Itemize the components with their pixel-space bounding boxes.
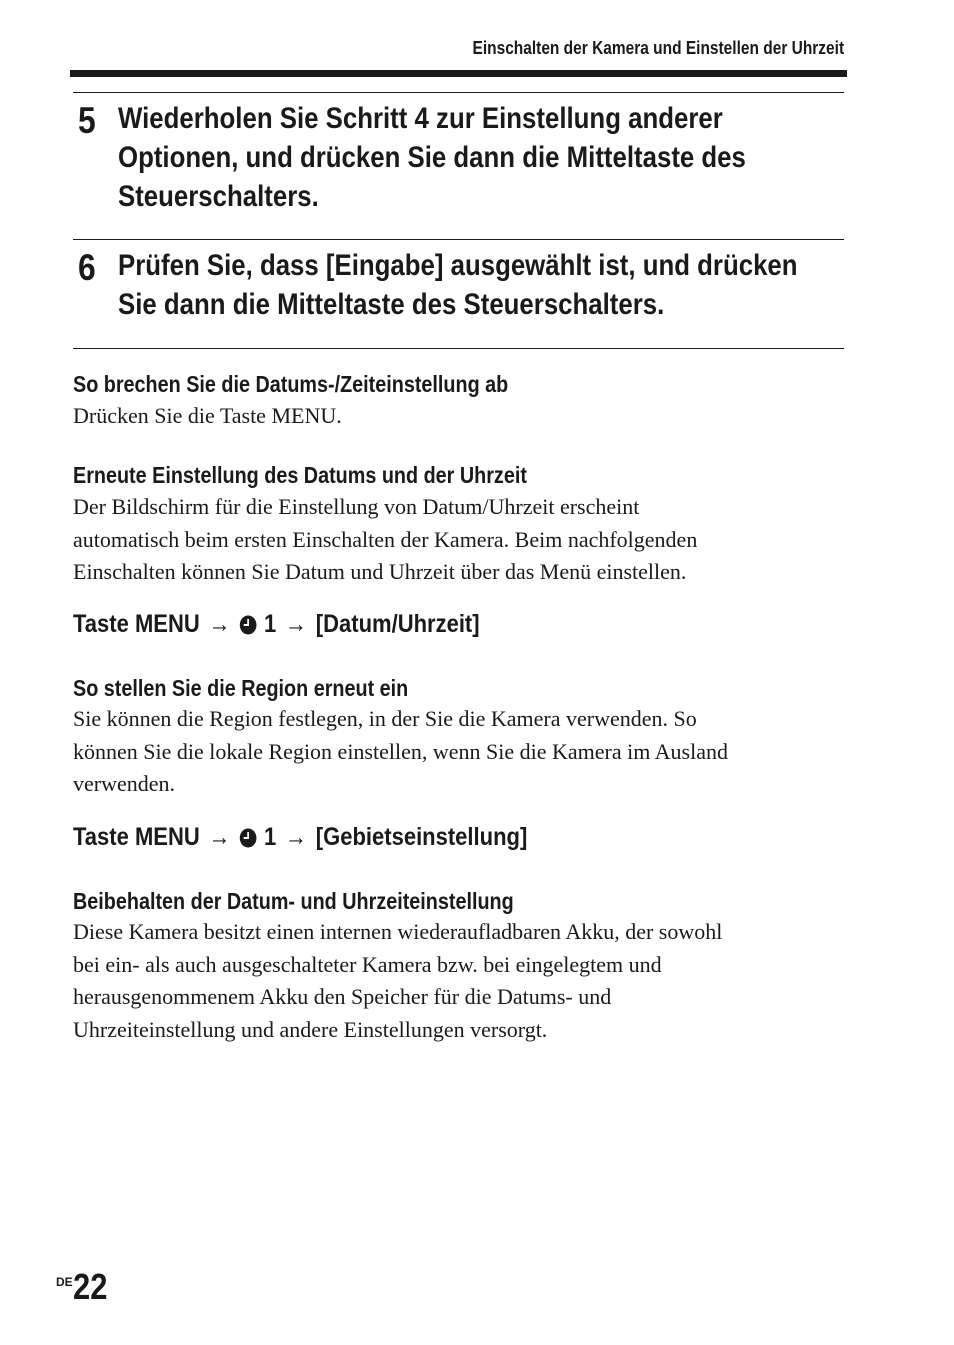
running-header xyxy=(412,38,844,59)
body-line: Diese Kamera besitzt einen internen wiederaufladbaren Akku, der sowohl xyxy=(73,919,723,944)
body-line: Einschalten können Sie Datum und Uhrzeit über das Menü einstellen. xyxy=(73,559,687,584)
page-number: 22 xyxy=(73,1266,108,1307)
step-6-line: Prüfen Sie, dass [Eingabe] ausgewählt ist, und drücken xyxy=(118,249,798,282)
body-line: Uhrzeiteinstellung und andere Einstellungen versorgt. xyxy=(73,1016,548,1042)
step-5-line: Wiederholen Sie Schritt 4 zur Einstellung anderer xyxy=(118,102,723,135)
section-reset-body xyxy=(73,491,697,589)
menu-item-label: [Datum/Uhrzeit] xyxy=(315,610,480,638)
section-reset-heading: Erneute Einstellung des Datums und der Uhrzeit xyxy=(73,462,527,488)
arrow-right-icon: → xyxy=(208,610,231,638)
body-line: Sie können die Region festlegen, in der Sie die Kamera verwenden. So xyxy=(73,706,697,731)
section-cancel-heading: So brechen Sie die Datums-/Zeiteinstellung ab xyxy=(73,371,509,397)
body-line: herausgenommenem Akku den Speicher für die Datums- und xyxy=(73,984,612,1009)
menu-key-label: Taste MENU xyxy=(73,823,200,851)
step-5-text xyxy=(118,99,848,216)
section-retain-body xyxy=(73,916,722,1046)
body-line: Drücken Sie die Taste MENU. xyxy=(73,403,342,428)
menu-path-date xyxy=(73,610,480,639)
clock-setup-icon xyxy=(239,828,257,848)
menu-tab-number: 1 xyxy=(263,610,277,638)
menu-path-region xyxy=(73,823,527,852)
running-header-text: Einschalten der Kamera und Einstellen der Uhrzeit xyxy=(472,38,844,58)
steps-end-rule xyxy=(73,348,844,349)
body-line: Der Bildschirm für die Einstellung von Datum/Uhrzeit erscheint xyxy=(73,494,640,519)
body-line: können Sie die lokale Region einstellen, wenn Sie die Kamera im Ausland xyxy=(73,738,728,764)
menu-key-label: Taste MENU xyxy=(73,610,200,638)
section-region-heading: So stellen Sie die Region erneut ein xyxy=(73,675,409,701)
body-line: automatisch beim ersten Einschalten der Kamera. Beim nachfolgenden xyxy=(73,526,698,552)
header-rule xyxy=(70,70,847,77)
step-5-line: Steuerschalters. xyxy=(118,180,319,213)
section-cancel-body xyxy=(73,400,342,433)
step-6-text xyxy=(118,246,908,324)
arrow-right-icon: → xyxy=(285,823,308,851)
menu-tab-number: 1 xyxy=(263,823,277,851)
step-6-number: 6 xyxy=(78,247,96,288)
section-retain-heading: Beibehalten der Datum- und Uhrzeiteinstellung xyxy=(73,888,514,914)
menu-item-label: [Gebietseinstellung] xyxy=(315,823,528,851)
section-region-body xyxy=(73,703,728,801)
arrow-right-icon: → xyxy=(208,823,231,851)
step-6-rule xyxy=(73,239,844,240)
body-line: bei ein- als auch ausgeschalteter Kamera bzw. bei eingelegtem und xyxy=(73,951,662,977)
step-6-line: Sie dann die Mitteltaste des Steuerschalters. xyxy=(118,288,665,321)
body-line: verwenden. xyxy=(73,771,176,796)
step-5-rule xyxy=(73,92,844,93)
page-language-label: DE xyxy=(56,1275,73,1289)
clock-setup-icon xyxy=(239,615,257,635)
arrow-right-icon: → xyxy=(285,610,308,638)
step-5-line: Optionen, und drücken Sie dann die Mitteltaste des xyxy=(118,141,746,174)
step-5-number: 5 xyxy=(78,100,96,141)
